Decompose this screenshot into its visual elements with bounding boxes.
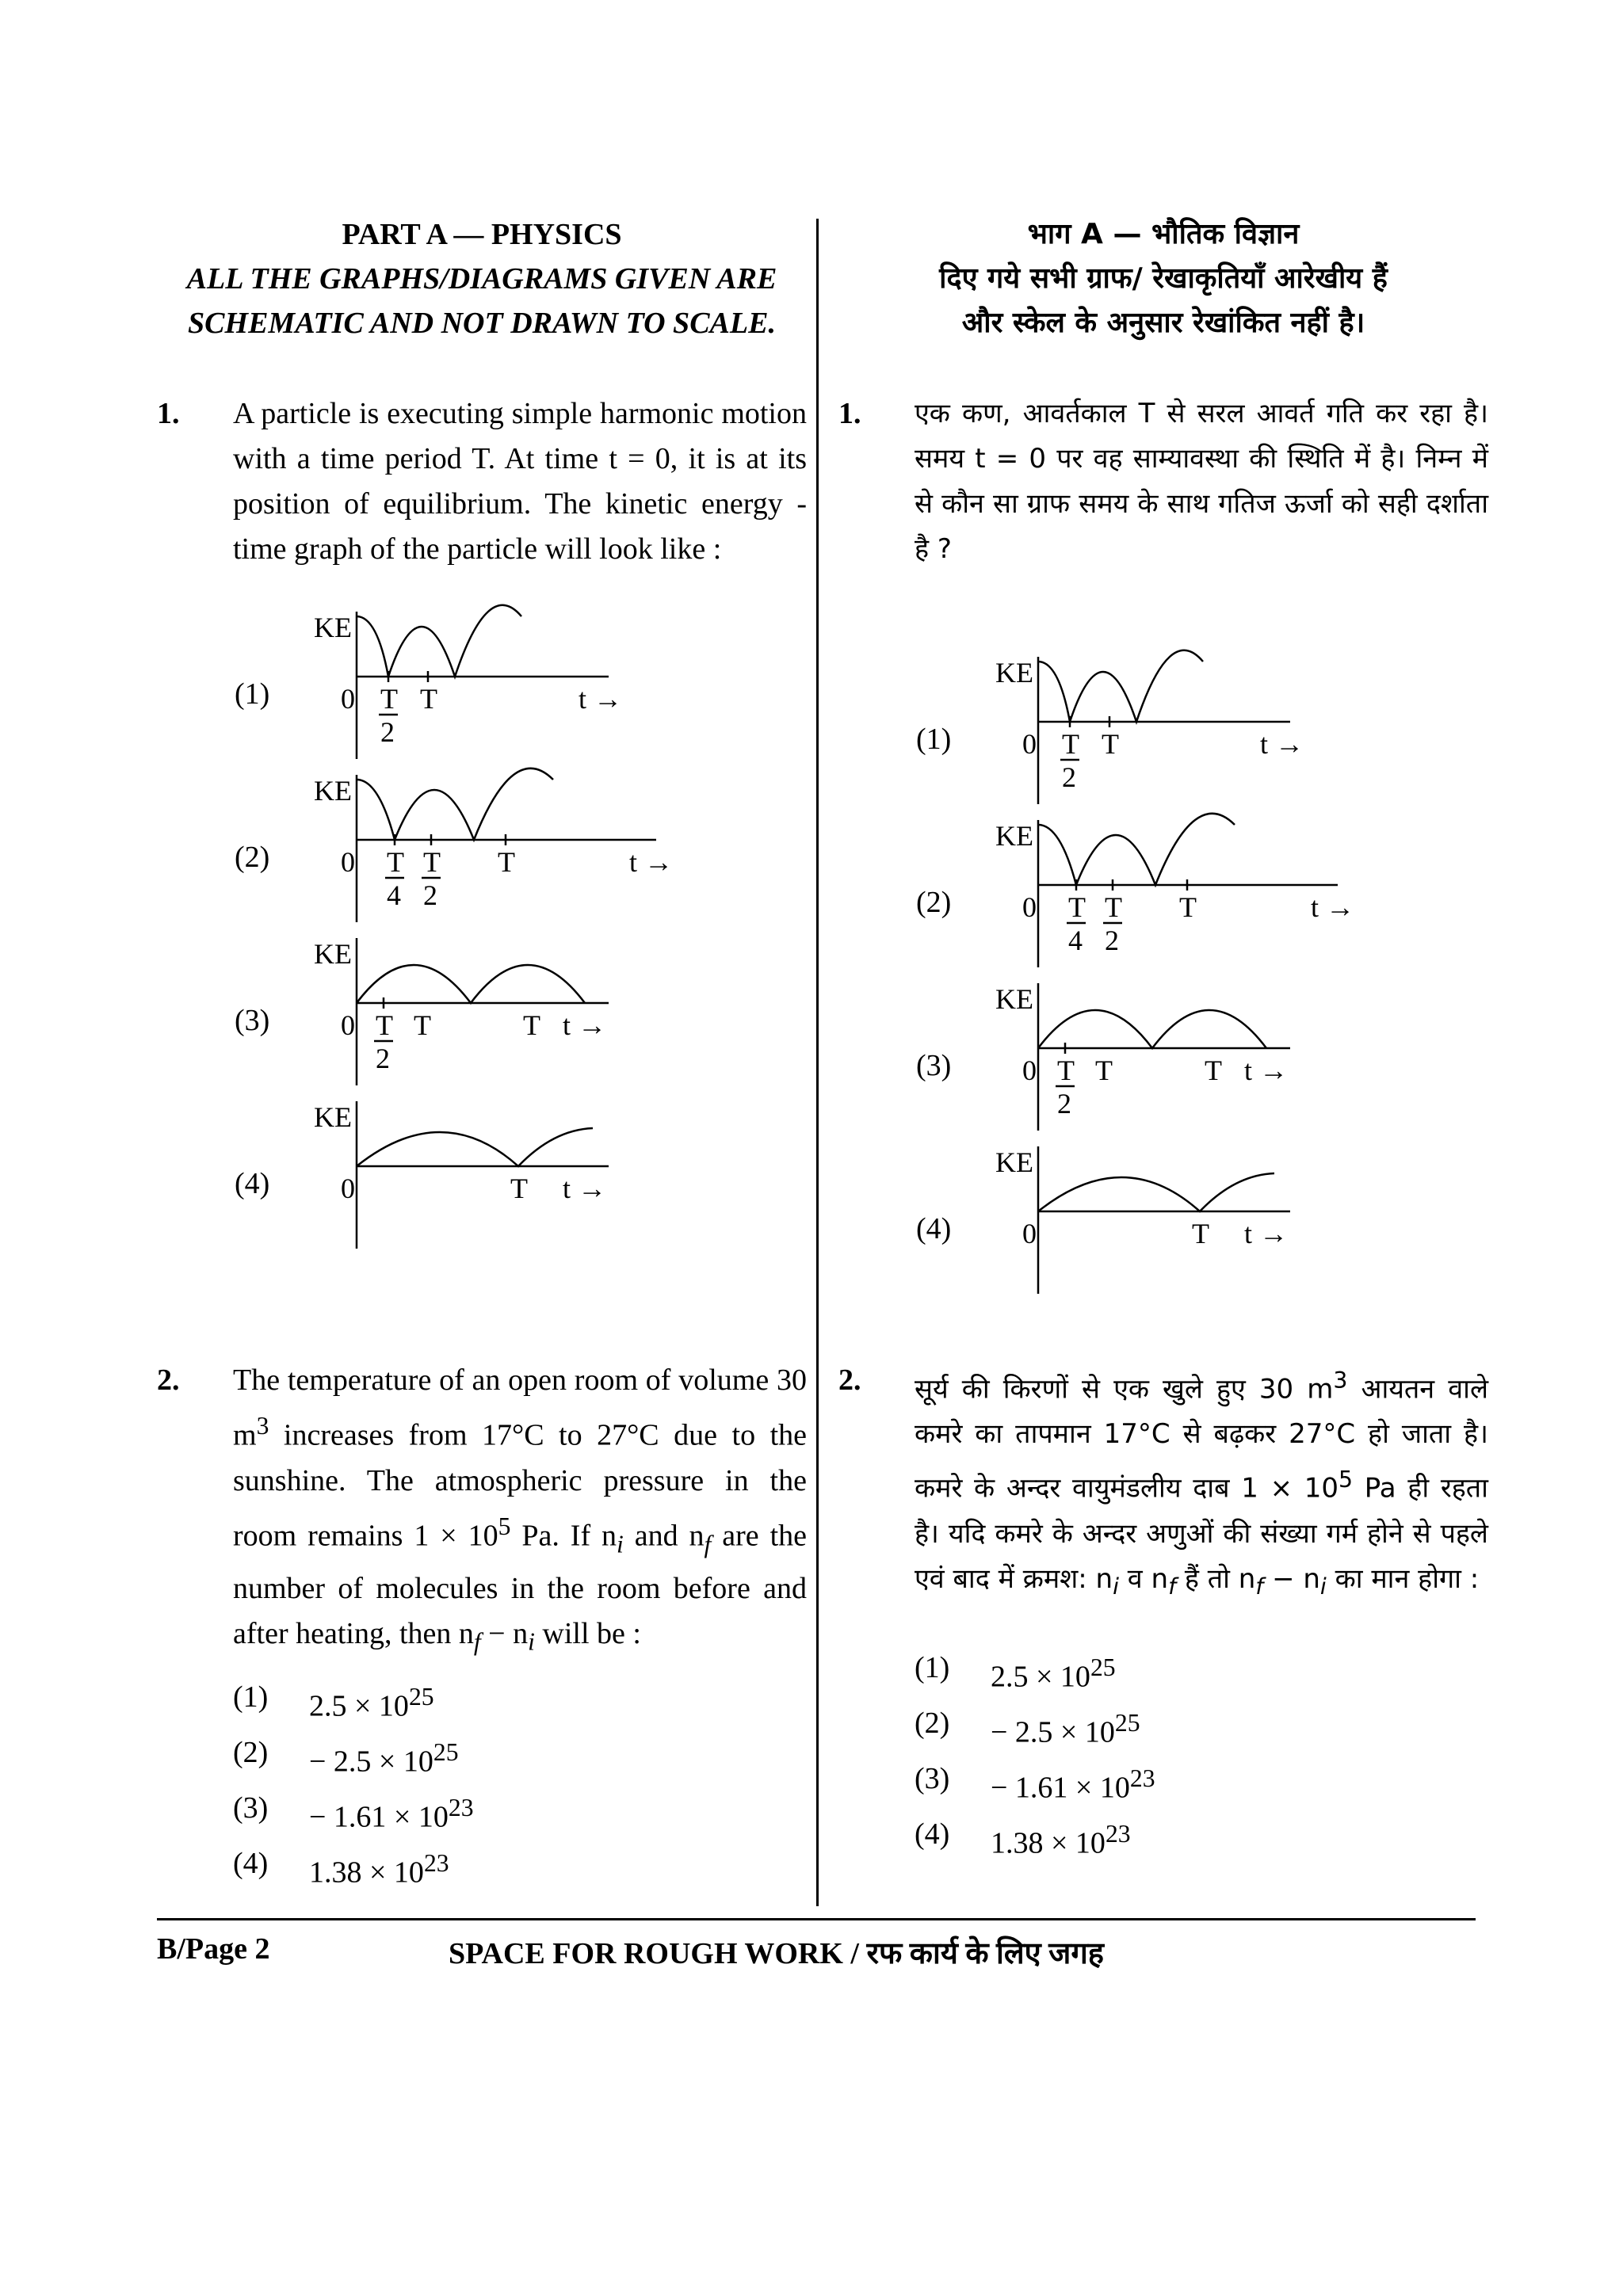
exponent: 25 xyxy=(1114,1709,1140,1737)
ke-graph-4 xyxy=(307,1090,640,1249)
option-number: (1) xyxy=(235,677,270,711)
tick-label: 2 xyxy=(376,1043,390,1074)
question-1 xyxy=(157,391,807,572)
y-axis-label: KE xyxy=(314,938,352,970)
origin-label: 0 xyxy=(1022,891,1037,923)
option-number: (2) xyxy=(916,886,952,919)
answer-option-4[interactable] xyxy=(915,1806,1488,1862)
tick-label: T xyxy=(1095,1055,1113,1086)
tick-label: T xyxy=(1205,1055,1222,1086)
ke-graph-1 xyxy=(989,646,1322,804)
tick-label: T xyxy=(423,846,441,878)
part-title-hindi: भाग A — भौतिक विज्ञान xyxy=(1027,218,1300,250)
y-axis-label: KE xyxy=(995,820,1033,852)
q2-text-part: are the number of molecules in the room before and after heating, then n xyxy=(233,1519,807,1650)
exponent: 25 xyxy=(433,1737,459,1766)
graph-option-3[interactable] xyxy=(838,972,1488,1135)
x-axis-label: t → xyxy=(1260,728,1304,760)
q2-subscript: i xyxy=(1113,1573,1119,1600)
question-text: A particle is executing simple harmonic motion with a time period T. At time t = 0, it is at its position of equilibrium. The kinetic energy - time graph of the particle will look like : xyxy=(233,397,807,566)
answer-option-2[interactable] xyxy=(233,1725,807,1780)
option-number: (4) xyxy=(233,1846,269,1880)
ke-curve xyxy=(357,769,553,840)
tick-label: T xyxy=(1102,728,1119,760)
q2-text-part: आयतन वाले कमरे का तापमान 17°C से बढ़कर 27°C हो जाता है। कमरे के अन्दर वायुमंडलीय दाब 1 × 10 xyxy=(915,1373,1488,1505)
x-axis-label: t → xyxy=(629,846,674,878)
ke-graph-3 xyxy=(307,927,640,1085)
origin-label: 0 xyxy=(1022,1218,1037,1249)
option-value xyxy=(309,1836,449,1901)
q2-superscript: 5 xyxy=(498,1512,511,1540)
answer-options-hindi xyxy=(838,1640,1488,1862)
q2-text-part: व n xyxy=(1119,1562,1169,1595)
option-number: (4) xyxy=(915,1817,950,1852)
x-axis-label: t → xyxy=(563,1009,607,1041)
exponent: 23 xyxy=(423,1848,449,1877)
option-number: (1) xyxy=(233,1680,269,1714)
mantissa: − 2.5 × 10 xyxy=(991,1716,1115,1750)
q2-text-part: Pa. If n xyxy=(510,1519,617,1553)
graph-option-3[interactable] xyxy=(157,927,807,1090)
x-axis-label: t → xyxy=(1244,1055,1289,1086)
option-number: (4) xyxy=(235,1167,270,1200)
option-number: (3) xyxy=(915,1762,950,1796)
q2-superscript: 3 xyxy=(1333,1367,1348,1394)
mantissa: 1.38 × 10 xyxy=(309,1855,424,1890)
q2-subscript: i xyxy=(617,1529,624,1558)
option-number: (1) xyxy=(916,723,952,756)
hindi-column xyxy=(838,212,1488,1892)
answer-options xyxy=(157,1669,807,1891)
q2-text-part: − n xyxy=(480,1616,529,1650)
q2-text-part: The temperature of an open room of volume 30 m xyxy=(233,1363,807,1452)
graph-option-4[interactable] xyxy=(157,1090,807,1253)
exponent: 23 xyxy=(1105,1820,1131,1848)
ke-curve xyxy=(357,605,521,677)
answer-option-1[interactable] xyxy=(233,1669,807,1725)
ke-graph-3 xyxy=(989,972,1322,1131)
graph-option-2[interactable] xyxy=(838,809,1488,972)
page-number: B/Page 2 xyxy=(157,1932,270,1966)
ke-graph-2 xyxy=(989,809,1369,967)
question-1-hindi xyxy=(838,391,1488,572)
origin-label: 0 xyxy=(1022,1055,1037,1086)
q2-subscript: f xyxy=(704,1529,712,1558)
graph-option-2[interactable] xyxy=(157,764,807,927)
question-number: 2. xyxy=(157,1363,180,1397)
graph-option-4[interactable] xyxy=(838,1135,1488,1299)
option-number: (3) xyxy=(233,1791,269,1825)
q2-subscript: i xyxy=(528,1627,535,1656)
q2-text-part: सूर्य की किरणों से एक खुले हुए 30 m xyxy=(915,1373,1334,1405)
tick-label: T xyxy=(510,1173,528,1204)
x-axis-label: t → xyxy=(579,683,623,715)
exponent: 25 xyxy=(1090,1653,1116,1682)
ke-curve xyxy=(357,965,585,1003)
q2-text-part: का मान होगा : xyxy=(1326,1562,1480,1595)
origin-label: 0 xyxy=(341,846,355,878)
ke-curve xyxy=(1038,1173,1274,1211)
ke-graph-4 xyxy=(989,1135,1322,1294)
q2-superscript: 5 xyxy=(1338,1466,1354,1493)
footer-rule xyxy=(157,1918,1476,1920)
mantissa: − 2.5 × 10 xyxy=(309,1745,433,1779)
option-number: (3) xyxy=(235,1004,270,1037)
tick-label: T xyxy=(1068,891,1086,923)
tick-label: 4 xyxy=(1068,925,1083,956)
tick-label: T xyxy=(498,846,515,878)
tick-label: 2 xyxy=(1105,925,1119,956)
option-value xyxy=(991,1806,1131,1871)
tick-label: 4 xyxy=(387,879,401,911)
mantissa: 2.5 × 10 xyxy=(309,1689,409,1723)
y-axis-label: KE xyxy=(995,657,1033,688)
mantissa: 2.5 × 10 xyxy=(991,1661,1090,1695)
column-divider xyxy=(816,219,819,1906)
tick-label: 2 xyxy=(1057,1088,1071,1119)
q2-subscript: i xyxy=(1319,1573,1327,1600)
ke-curve xyxy=(1038,1010,1266,1048)
origin-label: 0 xyxy=(341,1173,355,1204)
exponent: 25 xyxy=(408,1682,434,1711)
mantissa: − 1.61 × 10 xyxy=(991,1772,1130,1806)
option-number: (4) xyxy=(916,1212,952,1245)
ke-curve xyxy=(1038,814,1235,885)
tick-label: T xyxy=(380,683,398,715)
question-number: 2. xyxy=(838,1363,861,1397)
option-number: (2) xyxy=(233,1735,269,1769)
q2-text-part: increases from 17°C to 27°C due to the sunshine. The atmospheric pressure in the room remains 1 × 10 xyxy=(233,1418,807,1553)
y-axis-label: KE xyxy=(995,1146,1033,1178)
question-text xyxy=(915,1358,1488,1608)
tick-label: 2 xyxy=(1062,761,1076,793)
ke-graph-1 xyxy=(307,601,640,759)
question-number: 1. xyxy=(157,397,180,430)
q2-text-part: will be : xyxy=(534,1616,641,1650)
tick-label: T xyxy=(1105,891,1122,923)
answer-option-3[interactable] xyxy=(233,1780,807,1836)
tick-label: T xyxy=(1179,891,1197,923)
q2-text-part: हैं तो n xyxy=(1176,1562,1256,1595)
option-number: (1) xyxy=(915,1651,950,1685)
x-axis-label: t → xyxy=(563,1173,607,1204)
exponent: 23 xyxy=(448,1793,474,1821)
exponent: 23 xyxy=(1129,1764,1155,1793)
q2-subscript: f xyxy=(473,1627,481,1656)
mantissa: − 1.61 × 10 xyxy=(309,1800,449,1834)
x-axis-label: t → xyxy=(1244,1218,1289,1249)
english-column xyxy=(157,212,807,1892)
tick-label: T xyxy=(1192,1218,1209,1249)
answer-option-3[interactable] xyxy=(915,1751,1488,1806)
question-text: एक कण, आवर्तकाल T से सरल आवर्त गति कर रहा है। समय t = 0 पर वह साम्यावस्था की स्थिति में है। निम्न में से कौन सा ग्राफ समय के साथ गतिज ऊर्जा को सही दर्शाता है ? xyxy=(915,398,1488,565)
question-number: 1. xyxy=(838,397,861,430)
question-2 xyxy=(157,1358,807,1891)
origin-label: 0 xyxy=(341,1009,355,1041)
q2-subscript: f xyxy=(1255,1573,1264,1600)
scale-note-hindi-line1: दिए गये सभी ग्राफ/ रेखाकृतियाँ आरेखीय हैं xyxy=(939,262,1388,295)
ke-curve xyxy=(1038,650,1203,722)
scale-note-line1: ALL THE GRAPHS/DIAGRAMS GIVEN ARE xyxy=(186,262,777,296)
tick-label: T xyxy=(387,846,404,878)
q2-subscript: f xyxy=(1168,1573,1177,1600)
scale-note-hindi-line2: और स्केल के अनुसार रेखांकित नहीं है। xyxy=(961,307,1365,339)
mantissa: 1.38 × 10 xyxy=(991,1827,1106,1861)
q2-superscript: 3 xyxy=(256,1412,269,1440)
tick-label: 2 xyxy=(423,879,437,911)
tick-label: T xyxy=(414,1009,431,1041)
origin-label: 0 xyxy=(1022,728,1037,760)
y-axis-label: KE xyxy=(314,775,352,807)
y-axis-label: KE xyxy=(995,983,1033,1015)
option-number: (3) xyxy=(916,1049,952,1082)
graph-options-hindi xyxy=(838,646,1488,1299)
answer-option-1[interactable] xyxy=(915,1640,1488,1695)
rough-work-label: SPACE FOR ROUGH WORK / रफ कार्य के लिए जगह xyxy=(449,1937,1104,1970)
y-axis-label: KE xyxy=(314,612,352,643)
q2-text-part: Pa ही रहता है। यदि कमरे के अन्दर अणुओं की संख्या गर्म होने से पहले एवं बाद में क्रमश: n xyxy=(915,1472,1488,1595)
y-axis-label: KE xyxy=(314,1101,352,1133)
answer-option-4[interactable] xyxy=(233,1836,807,1891)
x-axis-label: t → xyxy=(1311,891,1355,923)
option-number: (2) xyxy=(915,1707,950,1741)
graph-option-1[interactable] xyxy=(157,601,807,764)
ke-graph-2 xyxy=(307,764,688,922)
origin-label: 0 xyxy=(341,683,355,715)
tick-label: 2 xyxy=(380,716,395,748)
scale-note-line2: SCHEMATIC AND NOT DRAWN TO SCALE. xyxy=(188,307,776,340)
tick-label: T xyxy=(1057,1055,1075,1086)
tick-label: T xyxy=(1062,728,1079,760)
answer-option-2[interactable] xyxy=(915,1695,1488,1751)
part-title: PART A — PHYSICS xyxy=(342,218,622,251)
tick-label: T xyxy=(420,683,437,715)
question-text xyxy=(233,1358,807,1665)
graph-options xyxy=(157,601,807,1253)
q2-text-part: − n xyxy=(1263,1562,1320,1595)
q2-text-part: and n xyxy=(623,1519,705,1553)
ke-curve xyxy=(357,1128,593,1166)
option-number: (2) xyxy=(235,841,270,874)
tick-label: T xyxy=(523,1009,540,1041)
tick-label: T xyxy=(376,1009,393,1041)
graph-option-1[interactable] xyxy=(838,646,1488,809)
question-2-hindi xyxy=(838,1358,1488,1862)
